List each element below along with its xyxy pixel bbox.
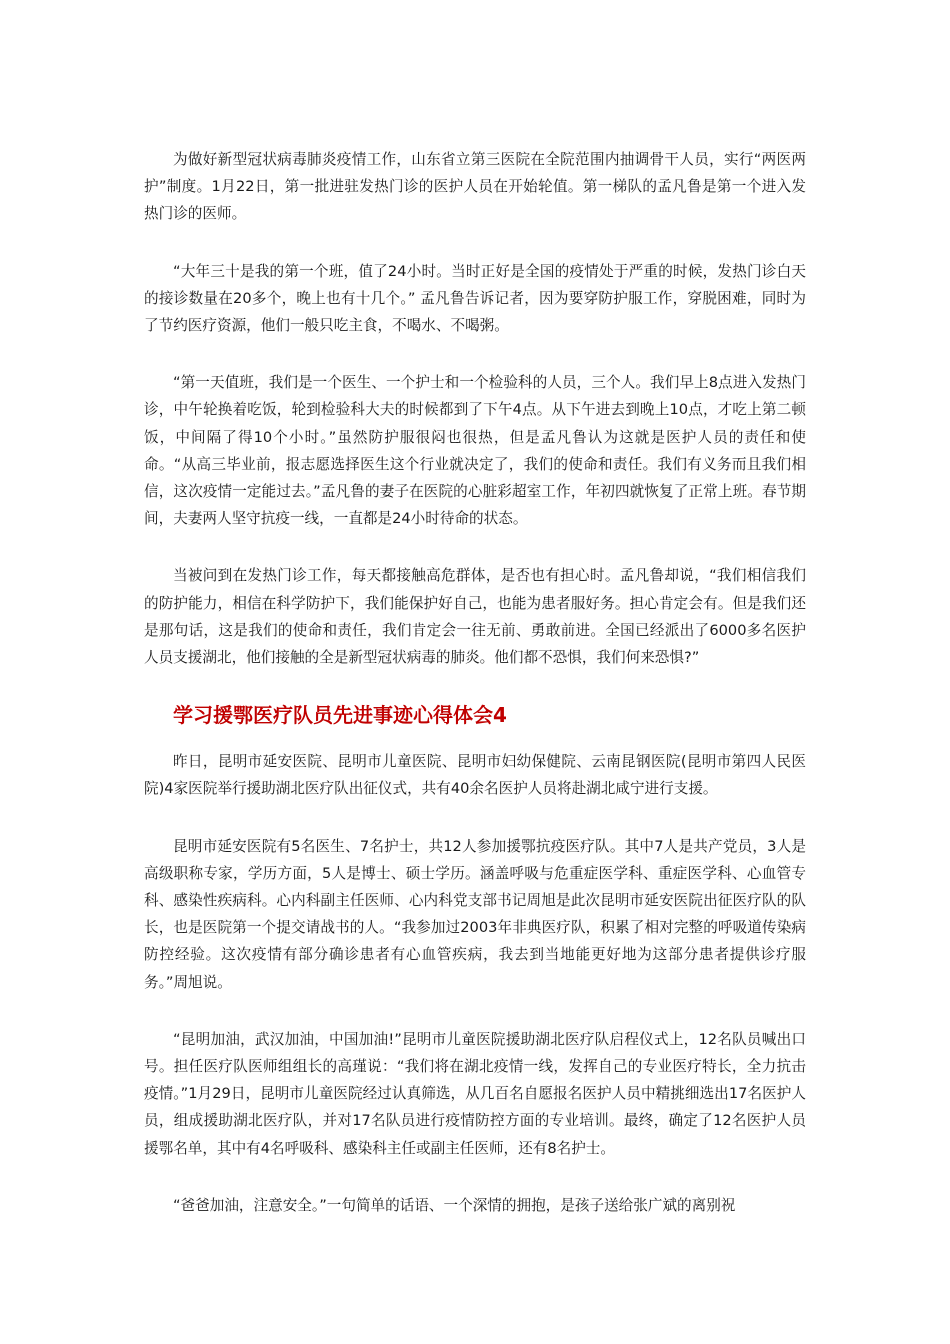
paragraph-yanan-hospital: 昆明市延安医院有5名医生、7名护士，共12人参加援鄂抗疫医疗队。其中7人是共产党员，3人是高级职称专家，学历方面，5人是博士、硕士学历。涵盖呼吸与危重症医学科、重症医学科、心血管专科、感染性疾病科。心内科副主任医师、心内科党支部书记周旭是此次昆明市延安医院出征医疗队的队长，也是医院第一个提交请战书的人。“我参加过2003年非典医疗队，积累了相对完整的呼吸道传染病防控经验。这次疫情有部分确诊患者有心血管疾病，我去到当地能更好地为这部分患者提供诊疗服务。”周旭说。 (144, 837, 806, 991)
paragraph-farewell: “爸爸加油，注意安全。”一句简单的话语、一个深情的拥抱，是孩子送给张广斌的离别祝 (173, 1196, 736, 1214)
paragraph-first-day-duty: “第一天值班，我们是一个医生、一个护士和一个检验科的人员，三个人。我们早上8点进入发热门诊，中午轮换着吃饭，轮到检验科大夫的时候都到了下午4点。从下午进去到晚上10点，才吃上第二顿饭，中间隔了得10个小时。”虽然防护服很闷也很热，但是孟凡鲁认为这就是医护人员的责任和使命。“从高三毕业前，报志愿选择医生这个行业就决定了，我们的使命和责任。我们有义务而且我们相信，这次疫情一定能过去。”孟凡鲁的妻子在医院的心脏彩超室工作，年初四就恢复了正常上班。春节期间，夫妻两人坚守抗疫一线，一直都是24小时待命的状态。 (144, 374, 806, 528)
paragraph-first-shift: “大年三十是我的第一个班，值了24小时。当时正好是全国的疫情处于严重的时候，发热门诊白天的接诊数量在20多个，晚上也有十几个。” 孟凡鲁告诉记者，因为要穿防护服工作，穿脱困难，同时为了节约医疗资源，他们一般只吃主食，不喝水、不喝粥。 (144, 262, 806, 335)
article-body (144, 146, 806, 1249)
paragraph-children-hospital: “昆明加油，武汉加油，中国加油!”昆明市儿童医院援助湖北医疗队启程仪式上，12名队员喊出口号。担任医疗队医师组组长的高瑾说：“我们将在湖北疫情一线，发挥自己的专业医疗特长，全力抗击疫情。”1月29日，昆明市儿童医院经过认真筛选，从几百名自愿报名医护人员中精挑细选出17名医护人员，组成援助湖北医疗队，并对17名队员进行疫情防控方面的专业培训。最终，确定了12名医护人员援鄂名单，其中有4名呼吸科、感染科主任或副主任医师，还有8名护士。 (144, 1030, 806, 1157)
paragraph-meng-fanlu-intro: 为做好新型冠状病毒肺炎疫情工作，山东省立第三医院在全院范围内抽调骨干人员，实行“两医两护”制度。1月22日，第一批进驻发热门诊的医护人员在开始轮值。第一梯队的孟凡鲁是第一个进入发热门诊的医师。 (144, 151, 806, 223)
paragraph-kunming-ceremony: 昨日，昆明市延安医院、昆明市儿童医院、昆明市妇幼保健院、云南昆钢医院(昆明市第四人民医院)4家医院举行援助湖北医疗队出征仪式，共有40余名医护人员将赴湖北咸宁进行支援。 (144, 753, 806, 798)
section-heading: 学习援鄂医疗队员先进事迹心得体会4 (173, 703, 507, 728)
paragraph-no-fear: 当被问到在发热门诊工作，每天都接触高危群体，是否也有担心时。孟凡鲁却说，“我们相信我们的防护能力，相信在科学防护下，我们能保护好自己，也能为患者服好务。担心肯定会有。但是我们还是那句话，这是我们的使命和责任，我们肯定会一往无前、勇敢前进。全国已经派出了6000多名医护人员支援湖北，他们接触的全是新型冠状病毒的肺炎。他们都不恐惧，我们何来恐惧?” (144, 567, 806, 667)
